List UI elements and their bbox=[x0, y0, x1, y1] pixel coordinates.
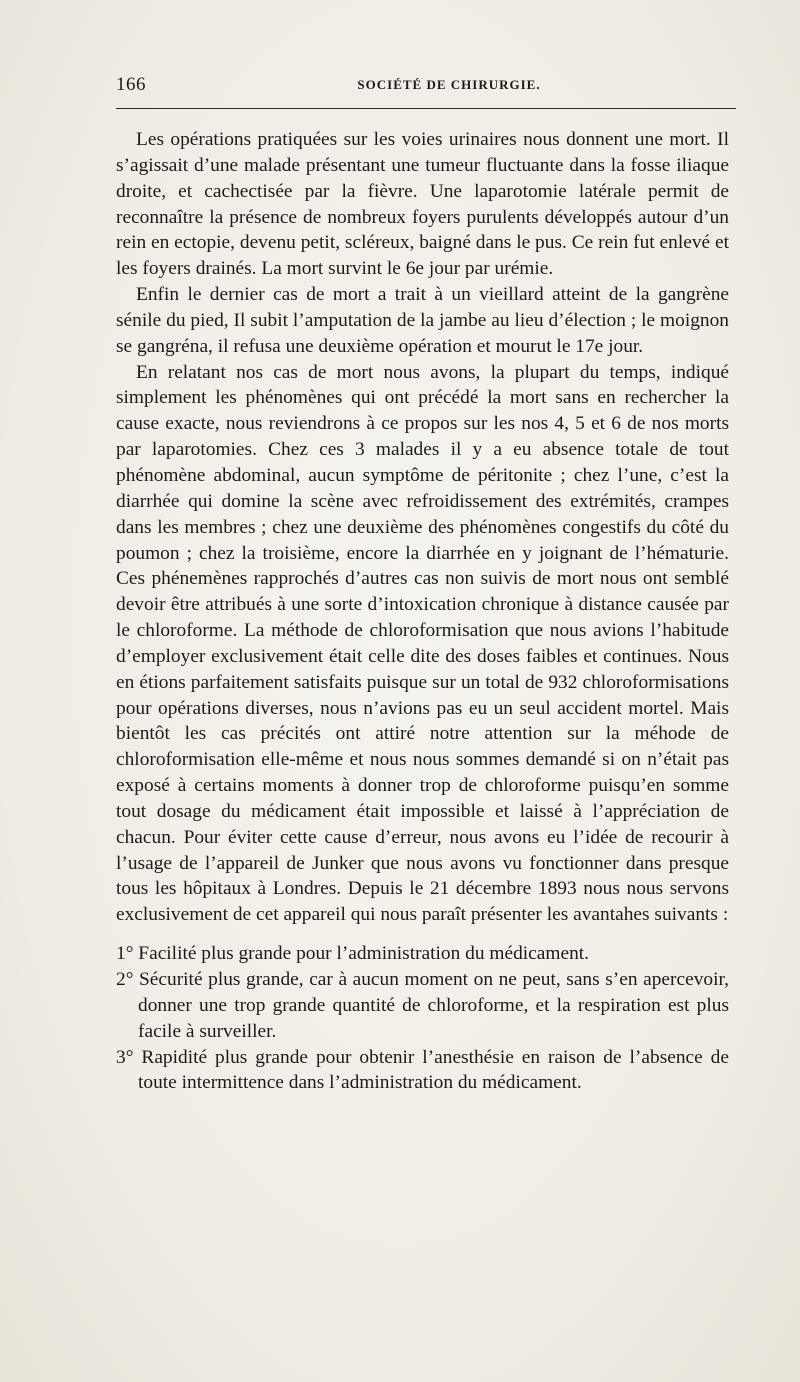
advantages-list bbox=[116, 941, 729, 1096]
paragraph: Les opérations pratiquées sur les voies urinaires nous donnent une mort. Il s’agissait d’une malade présentant une tumeur fluctuante dans la fosse iliaque droite, et cachectisée par la fièvre. Une laparotomie latérale permit de reconnaître la présence de nombreux foyers purulents développés autour d’un rein en ectopie, devenu petit, scléreux, baigné dans le pus. Ce rein fut enlevé et les foyers drainés. La mort survint le 6e jour par urémie. bbox=[116, 129, 729, 280]
paragraph: Enfin le dernier cas de mort a trait à un vieillard atteint de la gangrène sénile du pied, Il subit l’amputation de la jambe au lieu d’élection ; le moignon se gangréna, il refusa une deuxième opération et mourut le 17e jour. bbox=[116, 284, 729, 357]
page-header bbox=[116, 74, 736, 98]
list-item: 3° Rapidité plus grande pour obtenir l’anesthésie en raison de l’absence de toute intermittence dans l’administration du médicament. bbox=[116, 1046, 729, 1094]
running-title: SOCIÉTÉ DE CHIRURGIE. bbox=[357, 77, 541, 92]
list-item: 2° Sécurité plus grande, car à aucun moment on ne peut, sans s’en apercevoir, donner une trop grande quantité de chloroforme, et la respiration est plus facile à surveiller. bbox=[116, 969, 729, 1042]
body-text bbox=[116, 127, 729, 1096]
list-item: 1° Facilité plus grande pour l’administration du médicament. bbox=[116, 943, 590, 965]
page-number: 166 bbox=[116, 74, 146, 95]
paragraph: En relatant nos cas de mort nous avons, la plupart du temps, indiqué simplement les phénomènes qui ont précédé la mort sans en rechercher la cause exacte, nous reviendrons à ce propos sur les nos 4, 5 et 6 de nos morts par laparotomies. Chez ces 3 malades il y a eu absence totale de tout phénomène abdominal, aucun symptôme de péritonite ; chez l’une, c’est la diarrhée qui domine la scène avec refroidissement des extrémités, crampes dans les membres ; chez une deuxième des phénomènes congestifs du côté du poumon ; chez la troisième, encore la diarrhée en y joignant de l’hématurie. Ces phénemènes rapprochés d’autres cas non suivis de mort nous ont semblé devoir être attribués à une sorte d’intoxication chronique à distance causée par le chloroforme. La méthode de chloroformisation que nous avions l’habitude d’employer exclusivement était celle dite des doses faibles et continues. Nous en étions parfaitement satisfaits puisque sur un total de 932 chloroformisations pour opérations diverses, nous n’avions pas eu un seul accident mortel. Mais bientôt les cas précités ont attiré notre attention sur la méhode de chloroformisation elle-même et nous nous sommes demandé si on n’était pas exposé à certains moments à donner trop de chloroforme puisqu’en somme tout dosage du médicament était impossible et laissé à l’appréciation de chacun. Pour éviter cette cause d’erreur, nous avons eu l’idée de recourir à l’usage de l’appareil de Junker que nous avons vu fonctionner dans presque tous les hôpitaux à Londres. Depuis le 21 décembre 1893 nous nous servons exclusivement de cet appareil qui nous paraît présenter les avantahes suivants : bbox=[116, 361, 729, 926]
header-rule bbox=[116, 108, 736, 109]
